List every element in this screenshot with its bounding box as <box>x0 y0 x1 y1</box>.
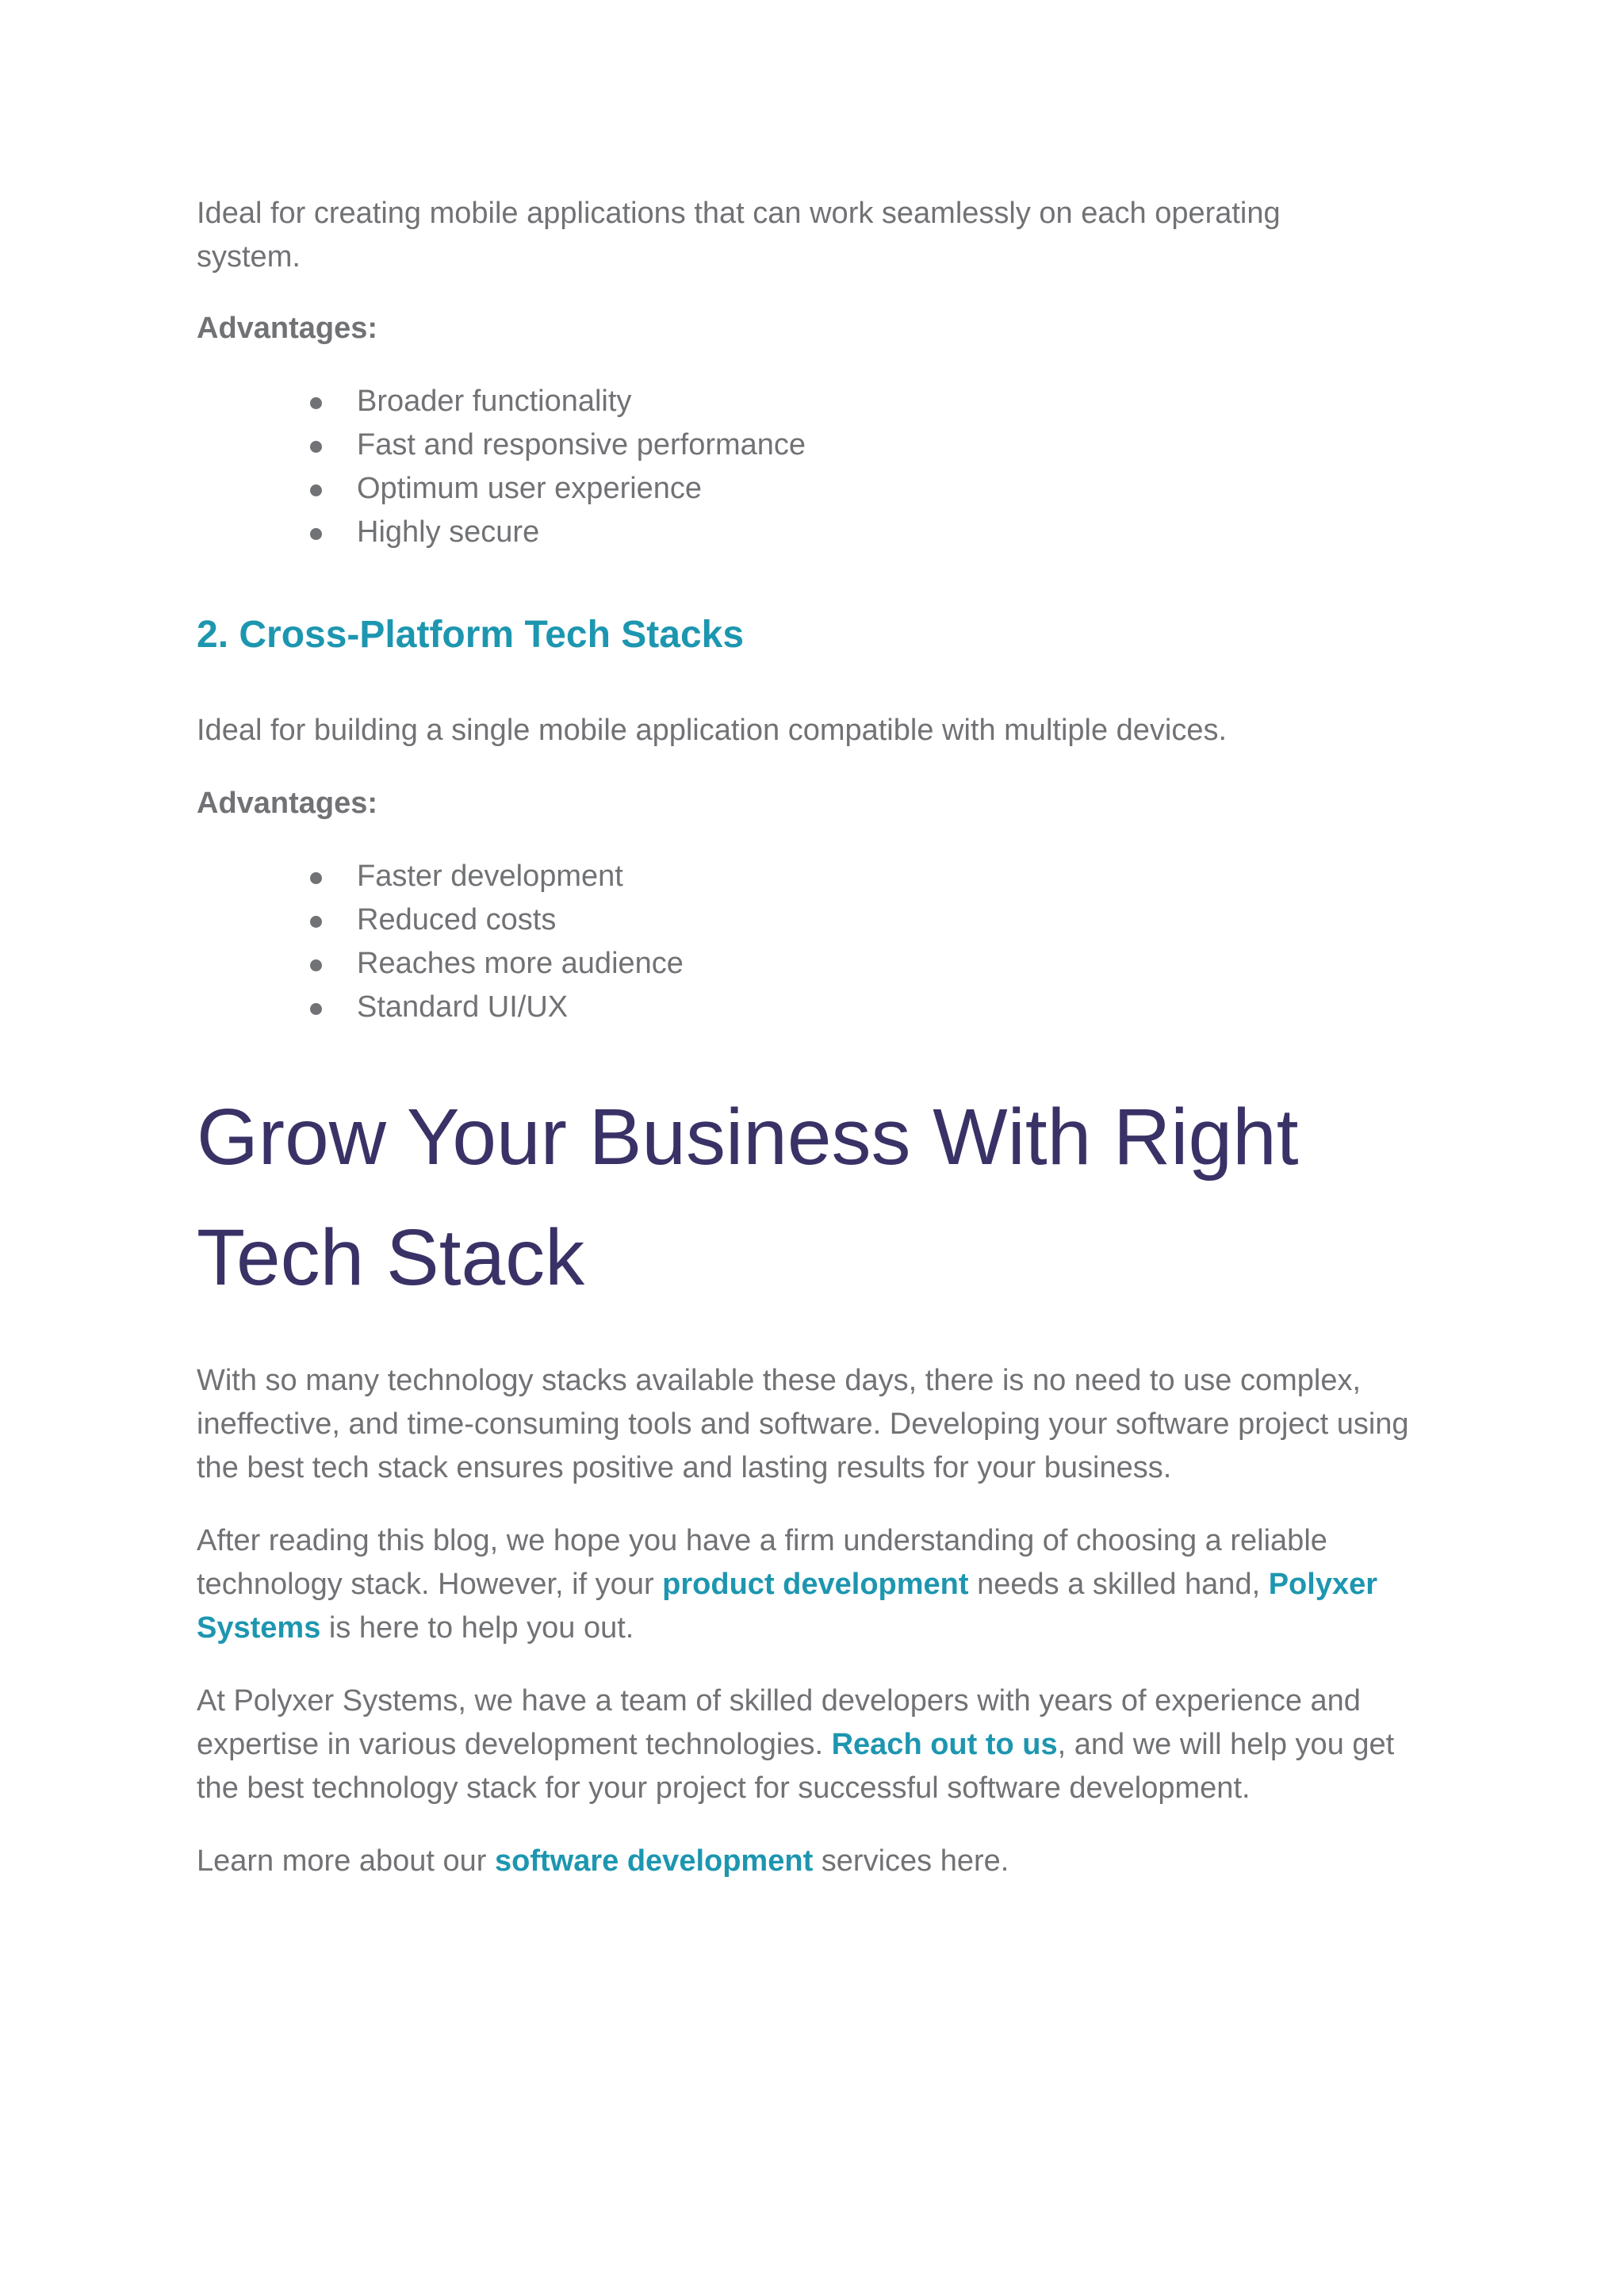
list-item <box>197 855 1307 898</box>
list-item <box>197 986 1307 1029</box>
bullet-icon <box>310 959 322 971</box>
text-span: Learn more about our <box>197 1844 496 1878</box>
list-item-text: Faster development <box>357 860 623 893</box>
list-item <box>197 467 1307 511</box>
polyxer-systems-link[interactable]: Polyxer Systems <box>197 1568 1378 1645</box>
list-item <box>197 942 1307 986</box>
section2-advantages-list <box>197 855 1307 1029</box>
list-item-text: Broader functionality <box>357 385 632 418</box>
bullet-icon <box>310 872 322 884</box>
list-item <box>197 898 1307 942</box>
section1-intro: Ideal for creating mobile applications that can work seamlessly on each operating system. <box>197 197 1281 274</box>
text-span: needs a skilled hand, <box>968 1568 1269 1601</box>
bullet-icon <box>310 397 322 409</box>
list-item-text: Highly secure <box>357 515 540 549</box>
section2-heading: 2. Cross-Platform Tech Stacks <box>197 614 745 656</box>
conclusion-paragraph-1: With so many technology stacks available these days, there is no need to use complex, ineffective, and time-consuming tools and software. Developing your software project using the best tech stack ensures positive and lasting results for your business. <box>197 1364 1409 1484</box>
text-span: services here. <box>813 1844 1009 1878</box>
section2-advantages-label: Advantages: <box>197 787 378 820</box>
text-span: is here to help you out. <box>320 1611 634 1645</box>
bullet-icon <box>310 528 322 540</box>
list-item-text: Reduced costs <box>357 903 557 936</box>
list-item-text: Optimum user experience <box>357 472 703 505</box>
list-item <box>197 511 1307 554</box>
bullet-icon <box>310 484 322 496</box>
text-span: At Polyxer Systems, we have a team of skilled developers with years of experience and expertise in various development technologies. <box>197 1684 1361 1761</box>
text-span: , and we will help you get the best technology stack for your project for successful software development. <box>197 1728 1395 1805</box>
conclusion-paragraph-3 <box>197 1679 1434 1810</box>
reach-out-link[interactable]: Reach out to us <box>831 1728 1058 1761</box>
conclusion-paragraph-2 <box>197 1519 1434 1650</box>
section2-intro: Ideal for building a single mobile application compatible with multiple devices. <box>197 714 1228 747</box>
conclusion-paragraph-4 <box>197 1840 1434 1883</box>
software-development-link[interactable]: software development <box>495 1844 814 1878</box>
bullet-icon <box>310 441 322 453</box>
list-item <box>197 380 1307 423</box>
section1-advantages-list <box>197 380 1307 554</box>
list-item-text: Reaches more audience <box>357 947 684 980</box>
section1-advantages-label: Advantages: <box>197 312 378 345</box>
bullet-icon <box>310 916 322 928</box>
list-item-text: Fast and responsive performance <box>357 428 806 461</box>
list-item-text: Standard UI/UX <box>357 990 569 1024</box>
product-development-link[interactable]: product development <box>662 1568 969 1601</box>
conclusion-heading: Grow Your Business With Right Tech Stack <box>197 1093 1299 1302</box>
bullet-icon <box>310 1003 322 1015</box>
text-span: After reading this blog, we hope you have a firm understanding of choosing a reliable technology stack. However, if your <box>197 1524 1327 1601</box>
list-item <box>197 423 1307 467</box>
